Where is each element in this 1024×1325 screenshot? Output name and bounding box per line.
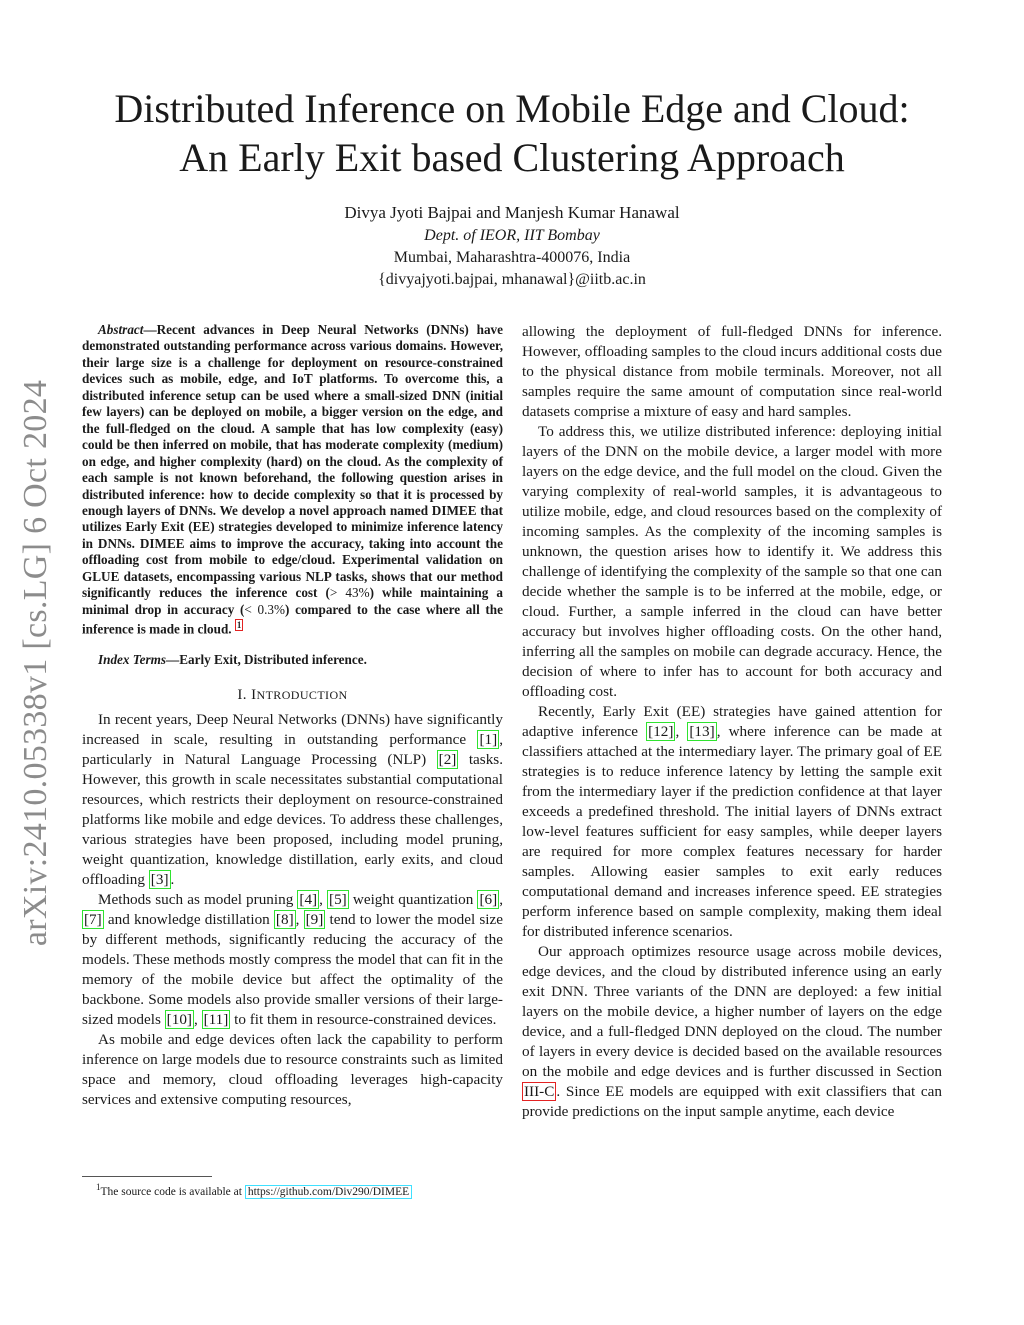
section-number: I. [237,687,247,703]
abstract-text-3: ) compared to the case where all the inference is made in cloud. [82,601,503,637]
text-run: Our approach optimizes resource usage across mobile devices, edge devices, and the cloud by distributed inference using an early exit DNN. Three variants of the DNN are deployed: a few initial layers on the mobile device, a higher number of layers on the edge device, and a full-fledged DNN deployed on the cloud. The number of layers in every device is decided based on the available resources on the mobile and edge devices and is further discussed in Section [522,943,942,1080]
citation-13[interactable]: [13] [689,723,715,740]
citation-6[interactable]: [6] [479,891,498,908]
abstract [82,322,503,638]
text-run: , [319,891,328,908]
abstract-text-1: —Recent advances in Deep Neural Networks (DNNs) have demonstrated outstanding performance across various domains. However, their large size is a challenge for deployment on resource-constrained devices such as mobile, edge, and IoT platforms. To overcome this, a distributed inference setup can be used where a small-sized DNN (initial few layers) can be deployed on mobile, a bigger version on the edge, and the full-fledged on the cloud. A sample that has low complexity (easy) could be then inferred on mobile, that has moderate complexity (medium) on edge, and higher complexity (hard) on the cloud. As the complexity of each sample is not known beforehand, the following question arises in distributed inference: how to decide complexity so that it is processed by enough layers of DNNs. We develop a novel approach named DIMEE that utilizes Early Exit (EE) strategies developed to minimize inference latency in DNNs. DIMEE aims to improve the accuracy, taking into account the offloading cost from mobile to edge/cloud. Experimental validation on GLUE datasets, encompassing various NLP tasks, shows that our method significantly reduces the inference cost ( [82,322,503,601]
right-paragraph-2: To address this, we utilize distributed inference: deploying initial layers of the DNN on the mobile device, a larger model with more layers on the edge device, and the full model on the cloud. Given the varying complexity of real-world samples, it is advantageous to utilize mobile, edge, and cloud resources based on the complexity of incoming samples. As the complexity of the incoming samples is unknown, the question arises how to identify it. We address this challenge of identifying the complexity of the sample so that one can decide whether the sample is to be inferred at the mobile, edge, or cloud. Further, a sample inferred in the cloud can have better accuracy but involves higher offloading costs. On the other hand, inferring all the samples on mobile can degrade accuracy. Hence, the decision of where to infer has to account for both accuracy and offloading cost. [522,423,942,700]
section-heading-introduction [82,685,503,705]
right-column [522,322,942,1122]
intro-paragraph-2 [82,890,503,1030]
text-run: . [170,871,175,888]
text-run: . Since EE models are equipped with exit classifiers that can provide predictions on the input sample anytime, each device [522,1083,942,1120]
citation-5[interactable]: [5] [329,891,347,908]
author-department: Dept. of IEOR, IIT Bombay [424,227,600,244]
text-run: , where inference can be made at classifiers attached at the intermediary layer. The primary goal of EE strategies is to reduce inference latency by letting the sample exit from the intermediary layer if the prediction confidence at that layer exceeds a predefined threshold. The initial layers of DNNs extract low-level features sufficient for easy samples, while deeper layers are required for more complex features necessary for harder samples. Allowing easier samples to exit early reduces computational demand and increases inference speed. EE strategies perform inference based on sample complexity, making them ideal for distributed inference scenarios. [522,723,942,940]
citation-11[interactable]: [11] [203,1011,229,1028]
arxiv-identifier: arXiv:2410.05338v1 [cs.LG] 6 Oct 2024 [17,379,54,947]
intro-paragraph-3: As mobile and edge devices often lack the capability to perform inference on large models due to resource constraints such as limited space and memory, cloud offloading leverages high-capacity services and extensive computing resources, [82,1031,503,1108]
abstract-text-2: ) while maintaining a minimal drop in accuracy ( [82,585,503,617]
text-run: , [295,911,304,928]
footnote-mark: 1 [96,1182,101,1193]
footnote [82,1184,503,1200]
citation-12[interactable]: [12] [648,723,674,740]
text-run: Methods such as model pruning [98,891,298,908]
author-address: Mumbai, Maharashtra-400076, India [393,249,631,266]
right-paragraph-1: allowing the deployment of full-fledged DNNs for inference. However, offloading samples to the cloud incurs additional costs due to the physical distance from mobile terminals. Moreover, not all samples require the same amount of computation since real-world datasets comprise a mixture of easy and hard samples. [522,323,942,420]
text-run: and knowledge distillation [103,911,274,928]
citation-9[interactable]: [9] [305,911,324,928]
abstract-math-2: < 0.3% [244,601,285,617]
right-paragraph-3 [522,702,942,942]
source-code-link[interactable]: https://github.com/Div290/DIMEE [245,1185,412,1199]
abstract-math-1: > 43% [329,585,370,601]
text-run: to fit them in resource-constrained devices. [230,1011,497,1028]
text-run: tasks. However, this growth in scale necessitates substantial computational resources, which restricts their deployment on resource-constrained platforms like mobile and edge devices. To address these challenges, various strategies have been proposed, including model pruning, weight quantization, knowledge distillation, early exits, and cloud offloading [82,751,503,888]
citation-1[interactable]: [1] [479,731,498,748]
index-terms-text: —Early Exit, Distributed inference. [166,652,367,667]
text-run: , [193,1011,202,1028]
text-run: weight quantization [348,891,478,908]
text-run: tend to lower the model size by different methods, significantly reducing the accuracy of the models. These methods mostly compress the model that can fit in the memory of the mobile device but affect the optimality of the backbone. Some models also provide smaller versions of their large-sized models [82,911,503,1028]
citation-3[interactable]: [3] [150,871,169,888]
arxiv-side-stamp [14,368,58,958]
citation-10[interactable]: [10] [166,1011,192,1028]
text-run: In recent years, Deep Neural Networks (DNNs) have significantly increased in scale, resulting in outstanding performance [82,711,503,748]
right-paragraph-4 [522,942,942,1122]
title-line-1: Distributed Inference on Mobile Edge and Cloud: [114,86,910,131]
text-run: Recently, Early Exit (EE) strategies have gained attention for adaptive inference [522,703,942,740]
index-terms-label: Index Terms [98,652,167,667]
citation-4[interactable]: [4] [299,891,318,908]
index-terms [82,652,503,668]
paper-title [60,84,964,182]
intro-paragraph-1 [82,710,503,890]
author-names: Divya Jyoti Bajpai and Manjesh Kumar Hanawal [344,203,680,222]
citation-2[interactable]: [2] [438,751,457,768]
text-run: , [499,891,503,908]
footnote-text: The source code is available at [100,1186,245,1198]
section-title-initial: I [251,687,257,703]
citation-7[interactable]: [7] [84,911,102,928]
section-link-iii-c[interactable]: III-C [524,1083,555,1100]
footnote-divider [82,1176,212,1177]
abstract-label: Abstract [98,322,144,337]
title-line-2: An Early Exit based Clustering Approach [179,135,845,180]
text-run: , particularly in Natural Language Processing (NLP) [82,731,503,768]
footnote-link[interactable]: 1 [236,620,242,631]
author-block [200,202,824,291]
author-email: {divyajyoti.bajpai, mhanawal}@iitb.ac.in [378,271,646,288]
section-title-rest: NTRODUCTION [256,688,348,702]
text-run: , [675,723,688,740]
citation-8[interactable]: [8] [275,911,294,928]
left-column [82,322,503,1110]
